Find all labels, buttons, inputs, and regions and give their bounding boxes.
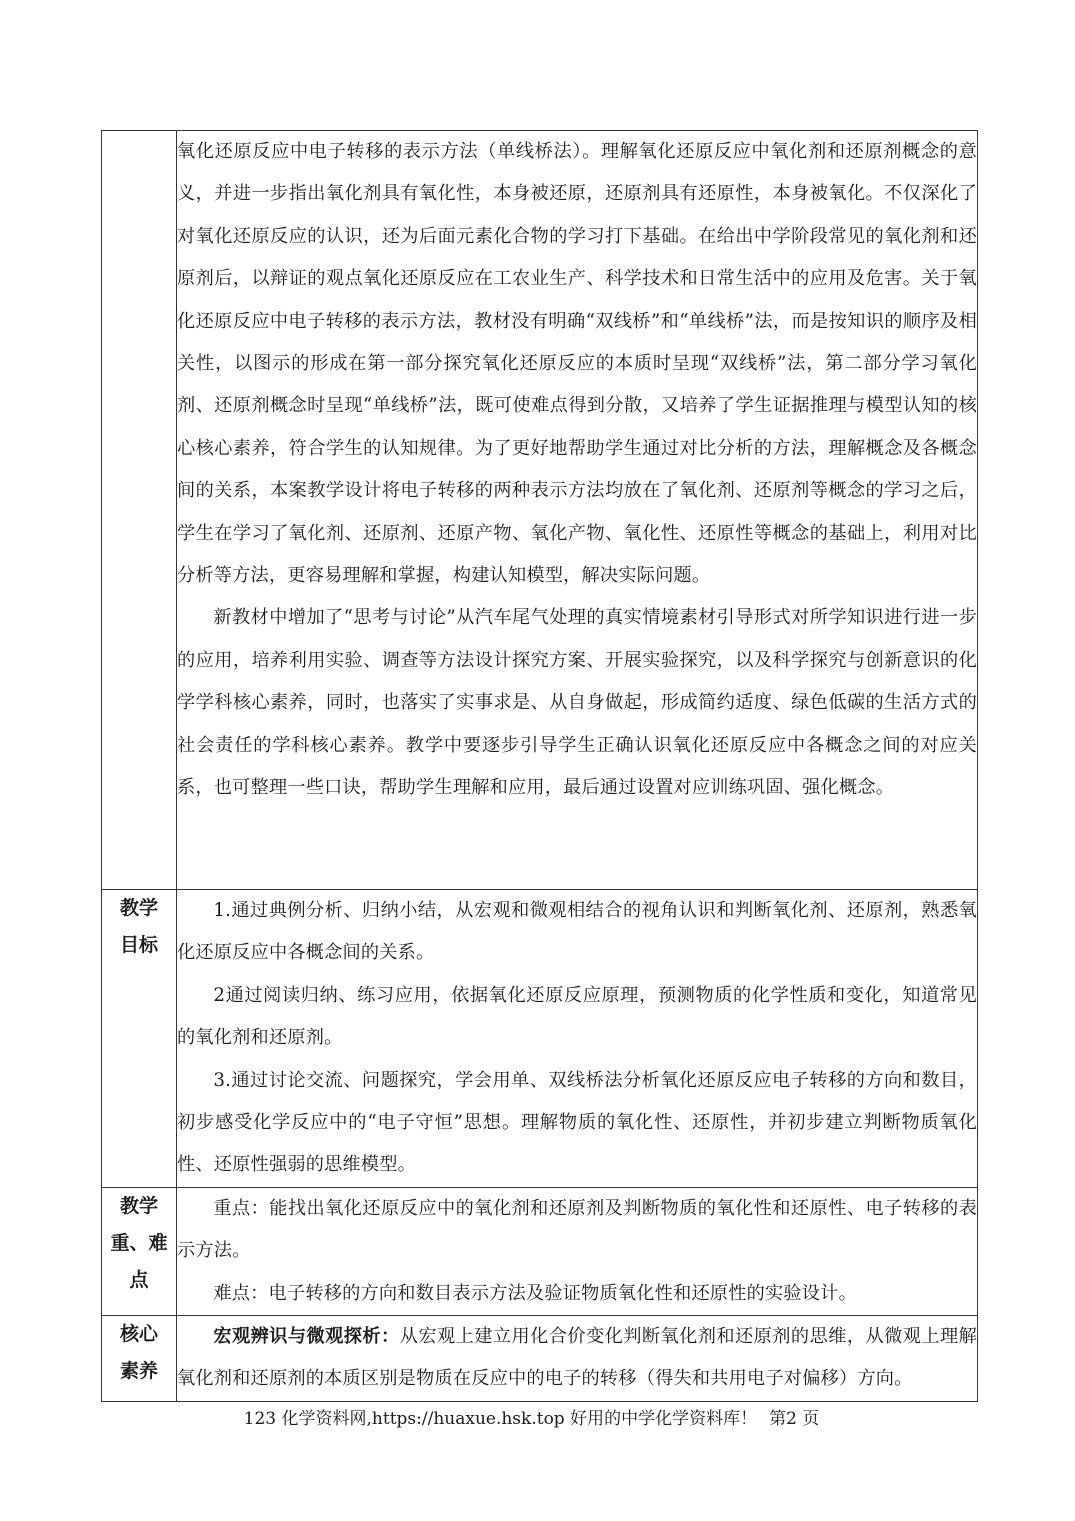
teaching-goals-row — [102, 890, 978, 1188]
core-literacy-heading: 宏观辨识与微观探析： — [213, 1326, 400, 1348]
key-label-line-2: 重、难 — [110, 1231, 168, 1254]
goal-item-2: 2通过阅读归纳、练习应用，依据氧化还原反应原理，预测物质的化学性质和变化，知道常见的氧化剂和还原剂。 — [177, 984, 977, 1049]
teaching-goals-content — [177, 890, 978, 1188]
intro-paragraph-1: 氧化还原反应中电子转移的表示方法（单线桥法）。理解氧化还原反应中氧化剂和还原剂概念的意义，并进一步指出氧化剂具有氧化性，本身被还原，还原剂具有还原性，本身被氧化。不仅深化了对氧化还原反应的认识，还为后面元素化合物的学习打下基础。在给出中学阶段常见的氧化剂和还原剂后，以辩证的观点氧化还原反应在工农业生产、科学技术和日常生活中的应用及危害。关于氧化还原反应中电子转移的表示方法，教材没有明确“双线桥”和“单线桥”法，而是按知识的顺序及相关性，以图示的形成在第一部分探究氧化还原反应的本质时呈现“双线桥”法，第二部分学习氧化剂、还原剂概念时呈现“单线桥”法，既可使难点得到分散，又培养了学生证据推理与模型认知的核心核心素养，符合学生的认知规律。为了更好地帮助学生通过对比分析的方法，理解概念及各概念间的关系，本案教学设计将电子转移的两种表示方法均放在了氧化剂、还原剂等概念的学习之后，学生在学习了氧化剂、还原剂、还原产物、氧化产物、氧化性、还原性等概念的基础上，利用对比分析等方法，更容易理解和掌握，构建认知模型，解决实际问题。 — [177, 141, 977, 587]
difficulty-paragraph: 难点：电子转移的方向和数目表示方法及验证物质氧化性和还原性的实验设计。 — [213, 1282, 857, 1304]
core-label-line-2: 素养 — [119, 1360, 158, 1383]
intro-paragraph-2: 新教材中增加了“思考与讨论”从汽车尾气处理的真实情境素材引导形式对所学知识进行进一步的应用，培养利用实验、调查等方法设计探究方案、开展实验探究，以及科学探究与创新意识的化学学科核心素养，同时，也落实了实事求是、从自身做起，形成简约适度、绿色低碳的生活方式的社会责任的学科核心素养。教学中要逐步引导学生正确认识氧化还原反应中各概念之间的对应关系，也可整理一些口诀，帮助学生理解和应用，最后通过设置对应训练巩固、强化概念。 — [177, 607, 977, 799]
goals-label-line-1: 教学 — [119, 897, 158, 919]
page-footer — [0, 1407, 1075, 1431]
core-literacy-label — [102, 1316, 177, 1402]
key-label-line-1: 教学 — [119, 1194, 158, 1217]
intro-content-cell — [177, 131, 978, 890]
goals-label-line-2: 目标 — [119, 934, 158, 956]
footer-page-number: 第2 页 — [769, 1409, 820, 1429]
intro-row — [102, 131, 978, 890]
core-literacy-text: 从宏观上建立用化合价变化判断氧化剂和还原剂的思维，从微观上理解氧化剂和还原剂的本质区别是物质在反应中的电子的转移（得失和共用电子对偏移）方向。 — [177, 1326, 977, 1390]
key-points-row — [102, 1187, 978, 1315]
key-points-label — [102, 1187, 177, 1315]
core-literacy-paragraph — [177, 1316, 977, 1401]
core-label-line-1: 核心 — [119, 1323, 158, 1346]
footer-source-text: 123 化学资料网,https://huaxue.hsk.top 好用的中学化学资料库！ — [243, 1409, 758, 1429]
key-points-content — [177, 1187, 978, 1315]
intro-label-cell — [102, 131, 177, 890]
goal-item-1: 1.通过典例分析、归纳小结，从宏观和微观相结合的视角认识和判断氧化剂、还原剂，熟悉氧化还原反应中各概念间的关系。 — [177, 900, 977, 964]
focus-paragraph: 重点：能找出氧化还原反应中的氧化剂和还原剂及判断物质的氧化性和还原性、电子转移的表示方法。 — [177, 1197, 977, 1262]
goal-item-3: 3.通过讨论交流、问题探究，学会用单、双线桥法分析氧化还原反应电子转移的方向和数目，初步感受化学反应中的“电子守恒”思想。理解物质的氧化性、还原性，并初步建立判断物质氧化性、还原性强弱的思维模型。 — [177, 1069, 977, 1176]
teaching-goals-label — [102, 890, 177, 1188]
core-literacy-content — [177, 1316, 978, 1402]
key-label-line-3: 点 — [129, 1268, 149, 1291]
lesson-plan-table — [101, 130, 978, 1402]
core-literacy-row — [102, 1316, 978, 1402]
